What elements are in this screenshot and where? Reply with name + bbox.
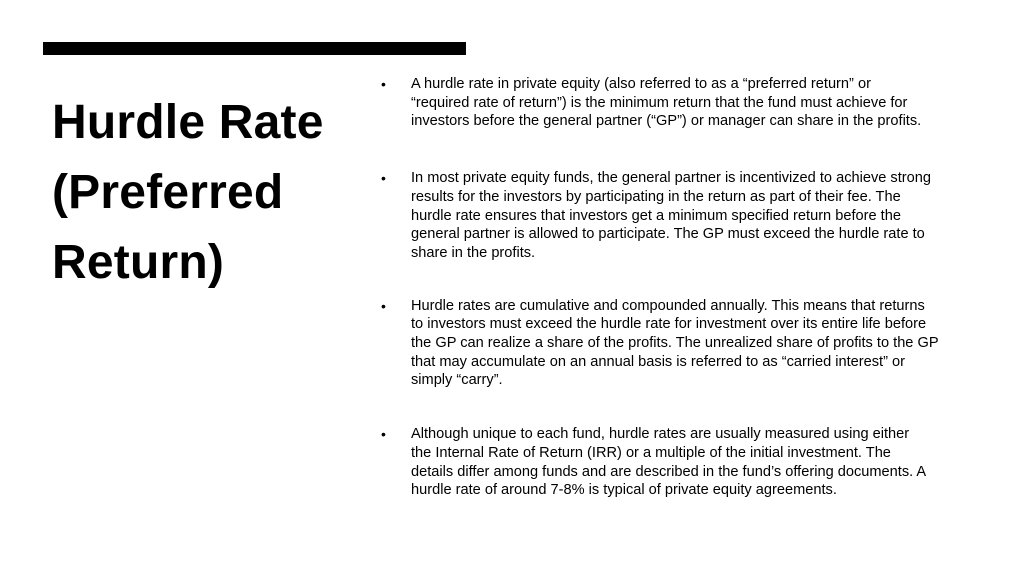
bullet-text: [411, 75, 1008, 131]
slide-title-line: Return): [52, 236, 225, 289]
title-accent-bar: [43, 42, 466, 55]
bullet-text: [411, 169, 1008, 263]
bullet-line: Hurdle rates are cumulative and compounded annually. This means that returns: [411, 297, 925, 314]
bullet-text: [411, 425, 1008, 500]
bullet-item: [378, 425, 1008, 500]
bullet-marker: •: [381, 426, 386, 443]
bullet-marker: •: [381, 76, 386, 92]
bullet-list: [378, 75, 1008, 500]
bullet-text: [411, 297, 1008, 391]
bullet-marker: •: [381, 297, 386, 314]
bullet-line: to investors must exceed the hurdle rate for investment over its entire life before: [411, 316, 927, 333]
bullet-item: [378, 169, 1008, 263]
bullet-line: share in the profits.: [411, 244, 536, 261]
bullet-line: “required rate of return”) is the minimum return that the fund must achieve for: [411, 94, 908, 111]
bullet-line: Although unique to each fund, hurdle rates are usually measured using either: [411, 426, 910, 443]
bullet-marker: •: [381, 170, 386, 187]
slide-title-line: Hurdle Rate: [52, 96, 324, 149]
bullet-line: hurdle rate ensures that investors get a minimum specified return before the: [411, 207, 901, 224]
slide-title-line: (Preferred: [52, 166, 284, 219]
bullet-line: general partner is allowed to participate. The GP must exceed the hurdle rate to: [411, 226, 925, 243]
bullet-line: details differ among funds and are described in the fund’s offering documents. A: [411, 463, 927, 480]
bullet-line: investors before the general partner (“GP”) or manager can share in the profits.: [411, 113, 922, 130]
bullet-item: [378, 75, 1008, 131]
bullet-line: hurdle rate of around 7-8% is typical of private equity agreements.: [411, 482, 837, 499]
bullet-line: In most private equity funds, the general partner is incentivized to achieve strong: [411, 170, 931, 187]
bullet-line: that may accumulate on an annual basis is referred to as “carried interest” or: [411, 353, 905, 370]
bullet-line: results for the investors by participating in the return as part of their fee. The: [411, 188, 901, 205]
bullet-line: simply “carry”.: [411, 372, 503, 389]
bullet-line: the Internal Rate of Return (IRR) or a multiple of the initial investment. The: [411, 444, 891, 461]
bullet-line: A hurdle rate in private equity (also referred to as a “preferred return” or: [411, 76, 871, 92]
bullet-item: [378, 297, 1008, 391]
slide-title: [52, 88, 382, 298]
bullet-line: the GP can realize a share of the profits. The unrealized share of profits to the GP: [411, 335, 939, 352]
